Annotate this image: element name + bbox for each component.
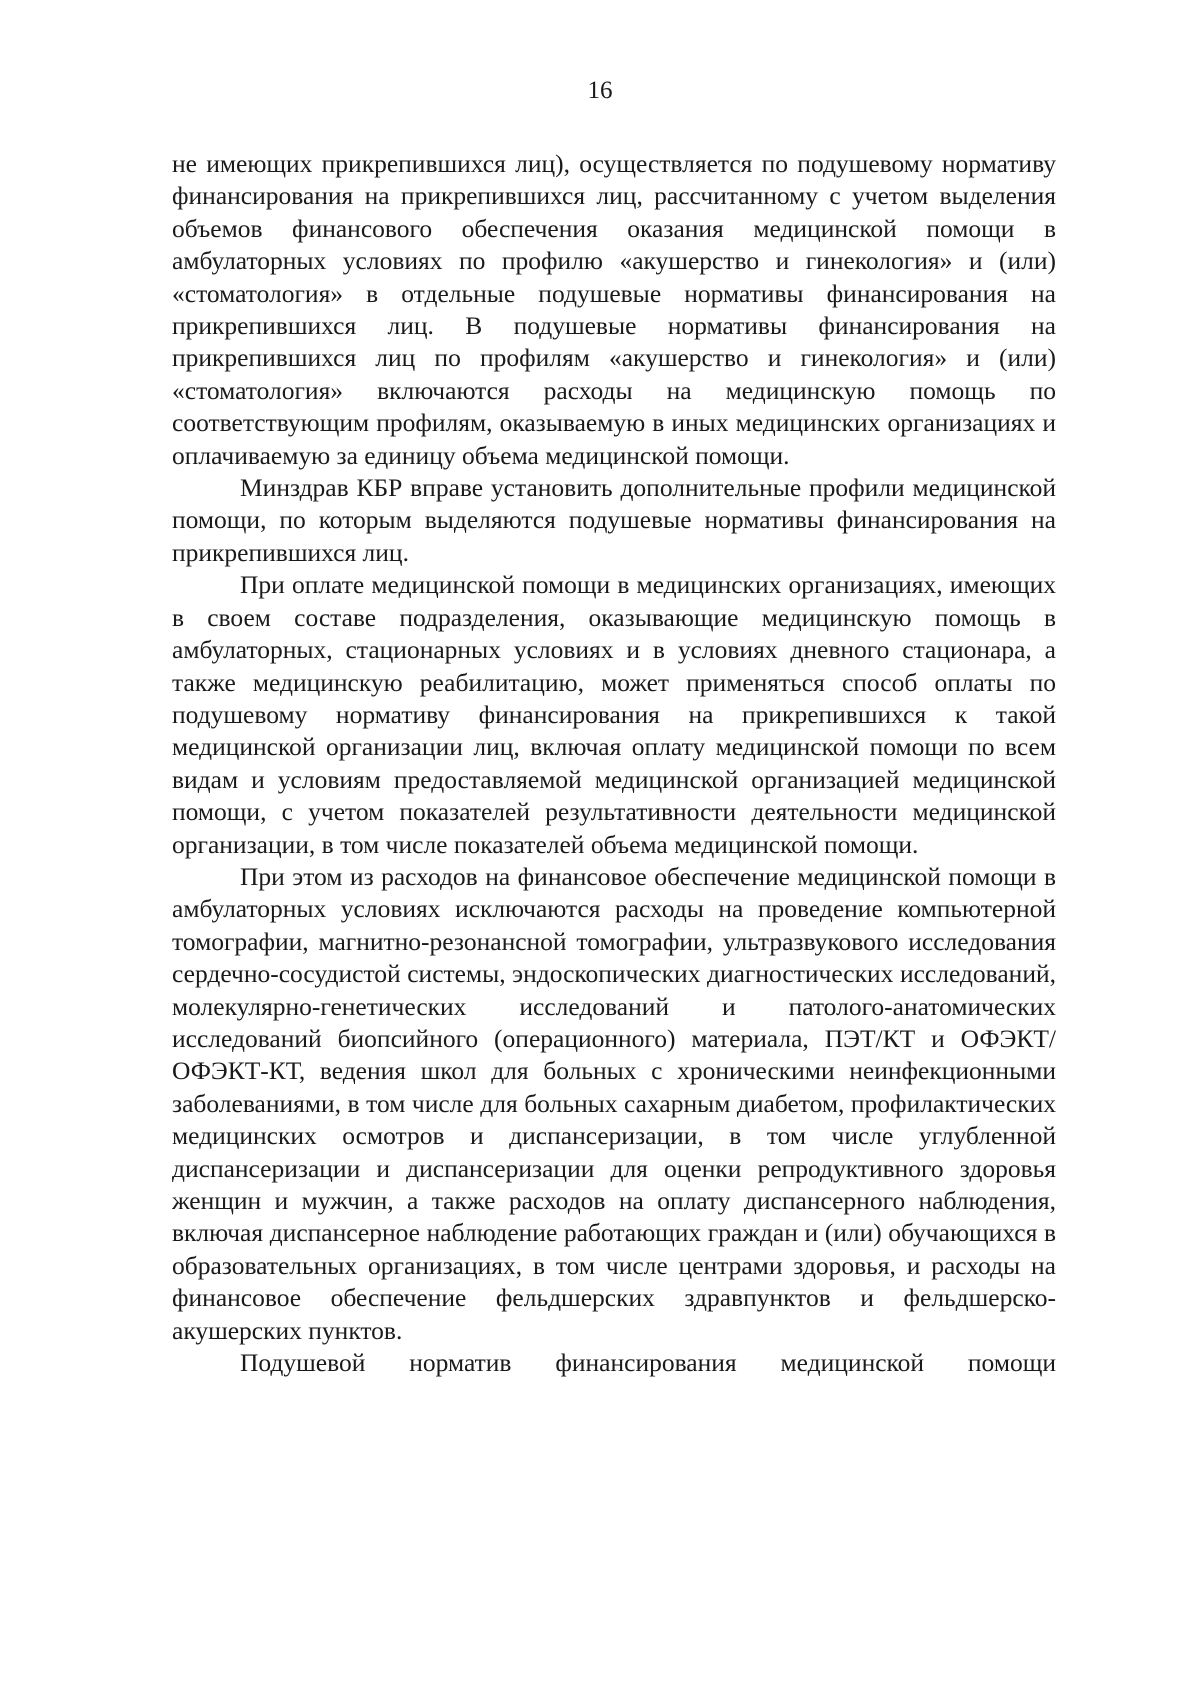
document-body	[172, 148, 1056, 1379]
paragraph-excluded-expenses: При этом из расходов на финансовое обеспечение медицинской помощи в амбулаторных условиях исключаются расходы на проведение компьютерной томографии, магнитно-резонансной томографии, ультразвукового исследования сердечно-сосудистой системы, эндоскопических диагностических исследований, молекулярно-генетических исследований и патолого-анатомических исследований биопсийного (операционного) материала, ПЭТ/КТ и ОФЭКТ/ОФЭКТ-КТ, ведения школ для больных с хроническими неинфекционными заболеваниями, в том числе для больных сахарным диабетом, профилактических медицинских осмотров и диспансеризации, в том числе углубленной диспансеризации и диспансеризации для оценки репродуктивного здоровья женщин и мужчин, а также расходов на оплату диспансерного наблюдения, включая диспансерное наблюдение работающих граждан и (или) обучающихся в образовательных организациях, в том числе центрами здоровья, и расходы на финансовое обеспечение фельдшерских здравпунктов и фельдшерско-акушерских пунктов.	[172, 861, 1056, 1345]
paragraph-additional-profiles: Минздрав КБР вправе установить дополнительные профили медицинской помощи, по которым выделяются подушевые нормативы финансирования на прикрепившихся лиц.	[172, 473, 1056, 567]
paragraph-per-capita-standard: Подушевой норматив финансирования медицинской помощи	[240, 1348, 1056, 1378]
paragraph-continuation: не имеющих прикрепившихся лиц), осуществляется по подушевому нормативу финансирования на прикрепившихся лиц, рассчитанному с учетом выделения объемов финансового обеспечения оказания медицинской помощи в амбулаторных условиях по профилю «акушерство и гинекология» и (или) «стоматология» в отдельные подушевые нормативы финансирования на прикрепившихся лиц. В подушевые нормативы финансирования на прикрепившихся лиц по профилям «акушерство и гинекология» и (или) «стоматология» включаются расходы на медицинскую помощь по соответствующим профилям, оказываемую в иных медицинских организациях и оплачиваемую за единицу объема медицинской помощи.	[172, 149, 1056, 470]
page-number: 16	[587, 77, 613, 104]
paragraph-payment-method: При оплате медицинской помощи в медицинских организациях, имеющих в своем составе подразделения, оказывающие медицинскую помощь в амбулаторных, стационарных условиях и в условиях дневного стационара, а также медицинскую реабилитацию, может применяться способ оплаты по подушевому нормативу финансирования на прикрепившихся к такой медицинской организации лиц, включая оплату медицинской помощи по всем видам и условиям предоставляемой медицинской организацией медицинской помощи, с учетом показателей результативности деятельности медицинской организации, в том числе показателей объема медицинской помощи.	[172, 570, 1056, 859]
